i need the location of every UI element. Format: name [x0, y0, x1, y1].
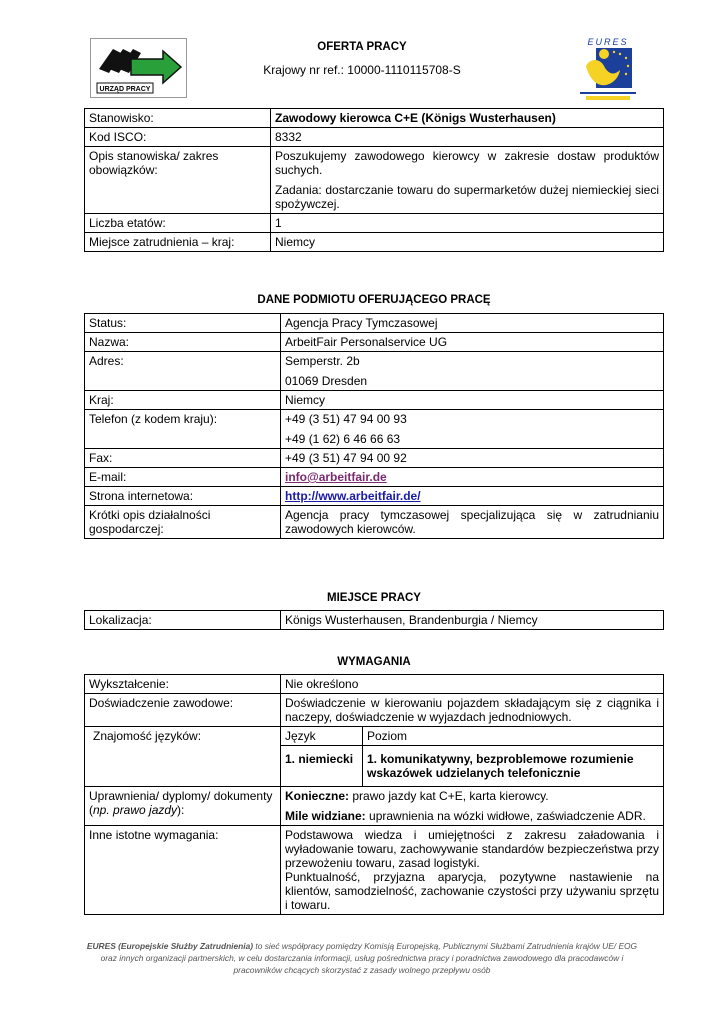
status-value: Agencja Pracy Tymczasowej — [281, 314, 664, 333]
website-cell — [281, 487, 664, 506]
employer-table — [84, 313, 664, 539]
company-name-value: ArbeitFair Personalservice UG — [281, 333, 664, 352]
phone-cell — [281, 410, 664, 449]
table-row — [85, 611, 664, 630]
table-row — [85, 352, 664, 391]
business-desc-label: Krótki opis działalności gospodarczej: — [85, 506, 281, 539]
email-link[interactable]: info@arbeitfair.de — [285, 470, 387, 484]
footer-line-1 — [60, 940, 664, 952]
fax-label: Fax: — [85, 449, 281, 468]
permissions-label-hint: np. prawo jazdy — [93, 803, 178, 817]
nice-text: uprawnienia na wózki widłowe, zaświadczenie ADR. — [365, 809, 646, 823]
table-row — [85, 314, 664, 333]
address-label: Adres: — [85, 352, 281, 391]
fax-value: +49 (3 51) 47 94 00 92 — [281, 449, 664, 468]
table-row — [85, 675, 664, 694]
phone-label: Telefon (z kodem kraju): — [85, 410, 281, 449]
other-requirements-2: Punktualność, przyjazna aparycja, pozytywne nastawienie na klientów, samodzielność, zachowanie czystości przy używaniu sprzętu i towaru. — [285, 870, 659, 912]
description-label: Opis stanowiska/ zakres obowiązków: — [85, 147, 271, 214]
table-row — [85, 333, 664, 352]
isco-value: 8332 — [271, 128, 664, 147]
table-row — [85, 233, 664, 252]
isco-label: Kod ISCO: — [85, 128, 271, 147]
address-city: 01069 Dresden — [285, 374, 368, 388]
address-cell — [281, 352, 664, 391]
table-row — [85, 468, 664, 487]
workplace-section-title: MIEJSCE PRACY — [327, 592, 421, 604]
footer-text-1: to sieć współpracy pomiędzy Komisją Europejską, Publicznymi Służbami Zatrudnienia krajów UE/ EOG — [253, 941, 638, 951]
country-value: Niemcy — [271, 233, 664, 252]
level-column-header: Poziom — [363, 727, 664, 746]
languages-label: Znajomość języków: — [85, 727, 281, 787]
table-row — [85, 694, 664, 727]
description-cell — [271, 147, 664, 214]
table-row — [85, 506, 664, 539]
language-name: 1. niemiecki — [281, 746, 363, 787]
eures-logo — [580, 36, 636, 102]
table-row — [85, 727, 664, 746]
employer-country-label: Kraj: — [85, 391, 281, 410]
permissions-cell — [281, 787, 664, 826]
table-row — [85, 147, 664, 214]
permissions-label-text: Uprawnienia/ dyplomy/ dokumenty — [89, 789, 273, 803]
employer-section-title: DANE PODMIOTU OFERUJĄCEGO PRACĘ — [257, 294, 491, 306]
urzad-pracy-logo — [90, 38, 187, 98]
experience-value: Doświadczenie w kierowaniu pojazdem składającym się z ciągnika i naczepy, doświadczenie w wyjazdach jednodniowych. — [281, 694, 664, 727]
position-value: Zawodowy kierowca C+E (Königs Wusterhausen) — [271, 109, 664, 128]
phone-1: +49 (3 51) 47 94 00 93 — [285, 412, 407, 426]
education-value: Nie określono — [281, 675, 664, 694]
footer-line-3: pracowników chcących skorzystać z zasady wolnego przepływu osób — [233, 965, 491, 975]
logo-left-text: URZĄD PRACY — [99, 86, 151, 93]
experience-label: Doświadczenie zawodowe: — [85, 694, 281, 727]
table-row — [85, 128, 664, 147]
status-label: Status: — [85, 314, 281, 333]
vacancies-label: Liczba etatów: — [85, 214, 271, 233]
permissions-required — [285, 789, 659, 803]
website-link[interactable]: http://www.arbeitfair.de/ — [285, 489, 421, 503]
description-tasks: Zadania: dostarczanie towaru do supermarketów dużej niemieckiej sieci spożywczej. — [275, 183, 659, 211]
table-row — [85, 826, 664, 915]
page-title: OFERTA PRACY — [317, 41, 407, 53]
permissions-label: Uprawnienia/ dyplomy/ dokumenty (np. prawo jazdy): — [85, 787, 281, 826]
table-row — [85, 391, 664, 410]
requirements-section-title: WYMAGANIA — [337, 656, 411, 668]
phone-2: +49 (1 62) 6 46 66 63 — [285, 432, 401, 446]
vacancies-value: 1 — [271, 214, 664, 233]
position-label: Stanowisko: — [85, 109, 271, 128]
employer-country-value: Niemcy — [281, 391, 664, 410]
description-text: Poszukujemy zawodowego kierowcy w zakresie dostaw produktów suchych. — [275, 149, 659, 177]
other-requirements-cell — [281, 826, 664, 915]
reference-number: Krajowy nr ref.: 10000-1110115708-S — [263, 63, 461, 77]
language-level: 1. komunikatywny, bezproblemowe rozumienie wskazówek udzielanych telefonicznie — [363, 746, 664, 787]
table-row — [85, 487, 664, 506]
email-cell — [281, 468, 664, 487]
language-column-header: Język — [281, 727, 363, 746]
company-name-label: Nazwa: — [85, 333, 281, 352]
other-requirements-label: Inne istotne wymagania: — [85, 826, 281, 915]
permissions-nice — [285, 809, 659, 823]
required-text: prawo jazdy kat C+E, karta kierowcy. — [349, 789, 549, 803]
address-street: Semperstr. 2b — [285, 354, 360, 368]
location-label: Lokalizacja: — [85, 611, 281, 630]
nice-label: Mile widziane: — [285, 809, 366, 823]
education-label: Wykształcenie: — [85, 675, 281, 694]
table-row — [85, 449, 664, 468]
business-desc-value: Agencja pracy tymczasowej specjalizująca się w zatrudnianiu zawodowych kierowców. — [281, 506, 664, 539]
email-label: E-mail: — [85, 468, 281, 487]
table-row — [85, 109, 664, 128]
footer-line-2: oraz innych organizacji partnerskich, w celu dostarczania informacji, usług pośrednictwa pracy i poradnictwa zawodowego dla pracodawców i — [100, 953, 624, 963]
workplace-table — [84, 610, 664, 630]
required-label: Konieczne: — [285, 789, 350, 803]
table-row — [85, 214, 664, 233]
table-row — [85, 410, 664, 449]
footer-bold: EURES (Europejskie Służby Zatrudnienia) — [86, 941, 254, 951]
location-value: Königs Wusterhausen, Brandenburgia / Niemcy — [281, 611, 664, 630]
website-label: Strona internetowa: — [85, 487, 281, 506]
country-label: Miejsce zatrudnienia – kraj: — [85, 233, 271, 252]
requirements-table — [84, 674, 664, 915]
logo-right-text: EURES — [587, 37, 629, 47]
table-row — [85, 787, 664, 826]
job-table — [84, 108, 664, 252]
footer — [60, 940, 664, 976]
other-requirements-1: Podstawowa wiedza i umiejętności z zakresu załadowania i wyładowanie towaru, zachowywanie standardów bezpieczeństwa przy przewożeniu towaru, zasad logistyki. — [285, 828, 659, 870]
